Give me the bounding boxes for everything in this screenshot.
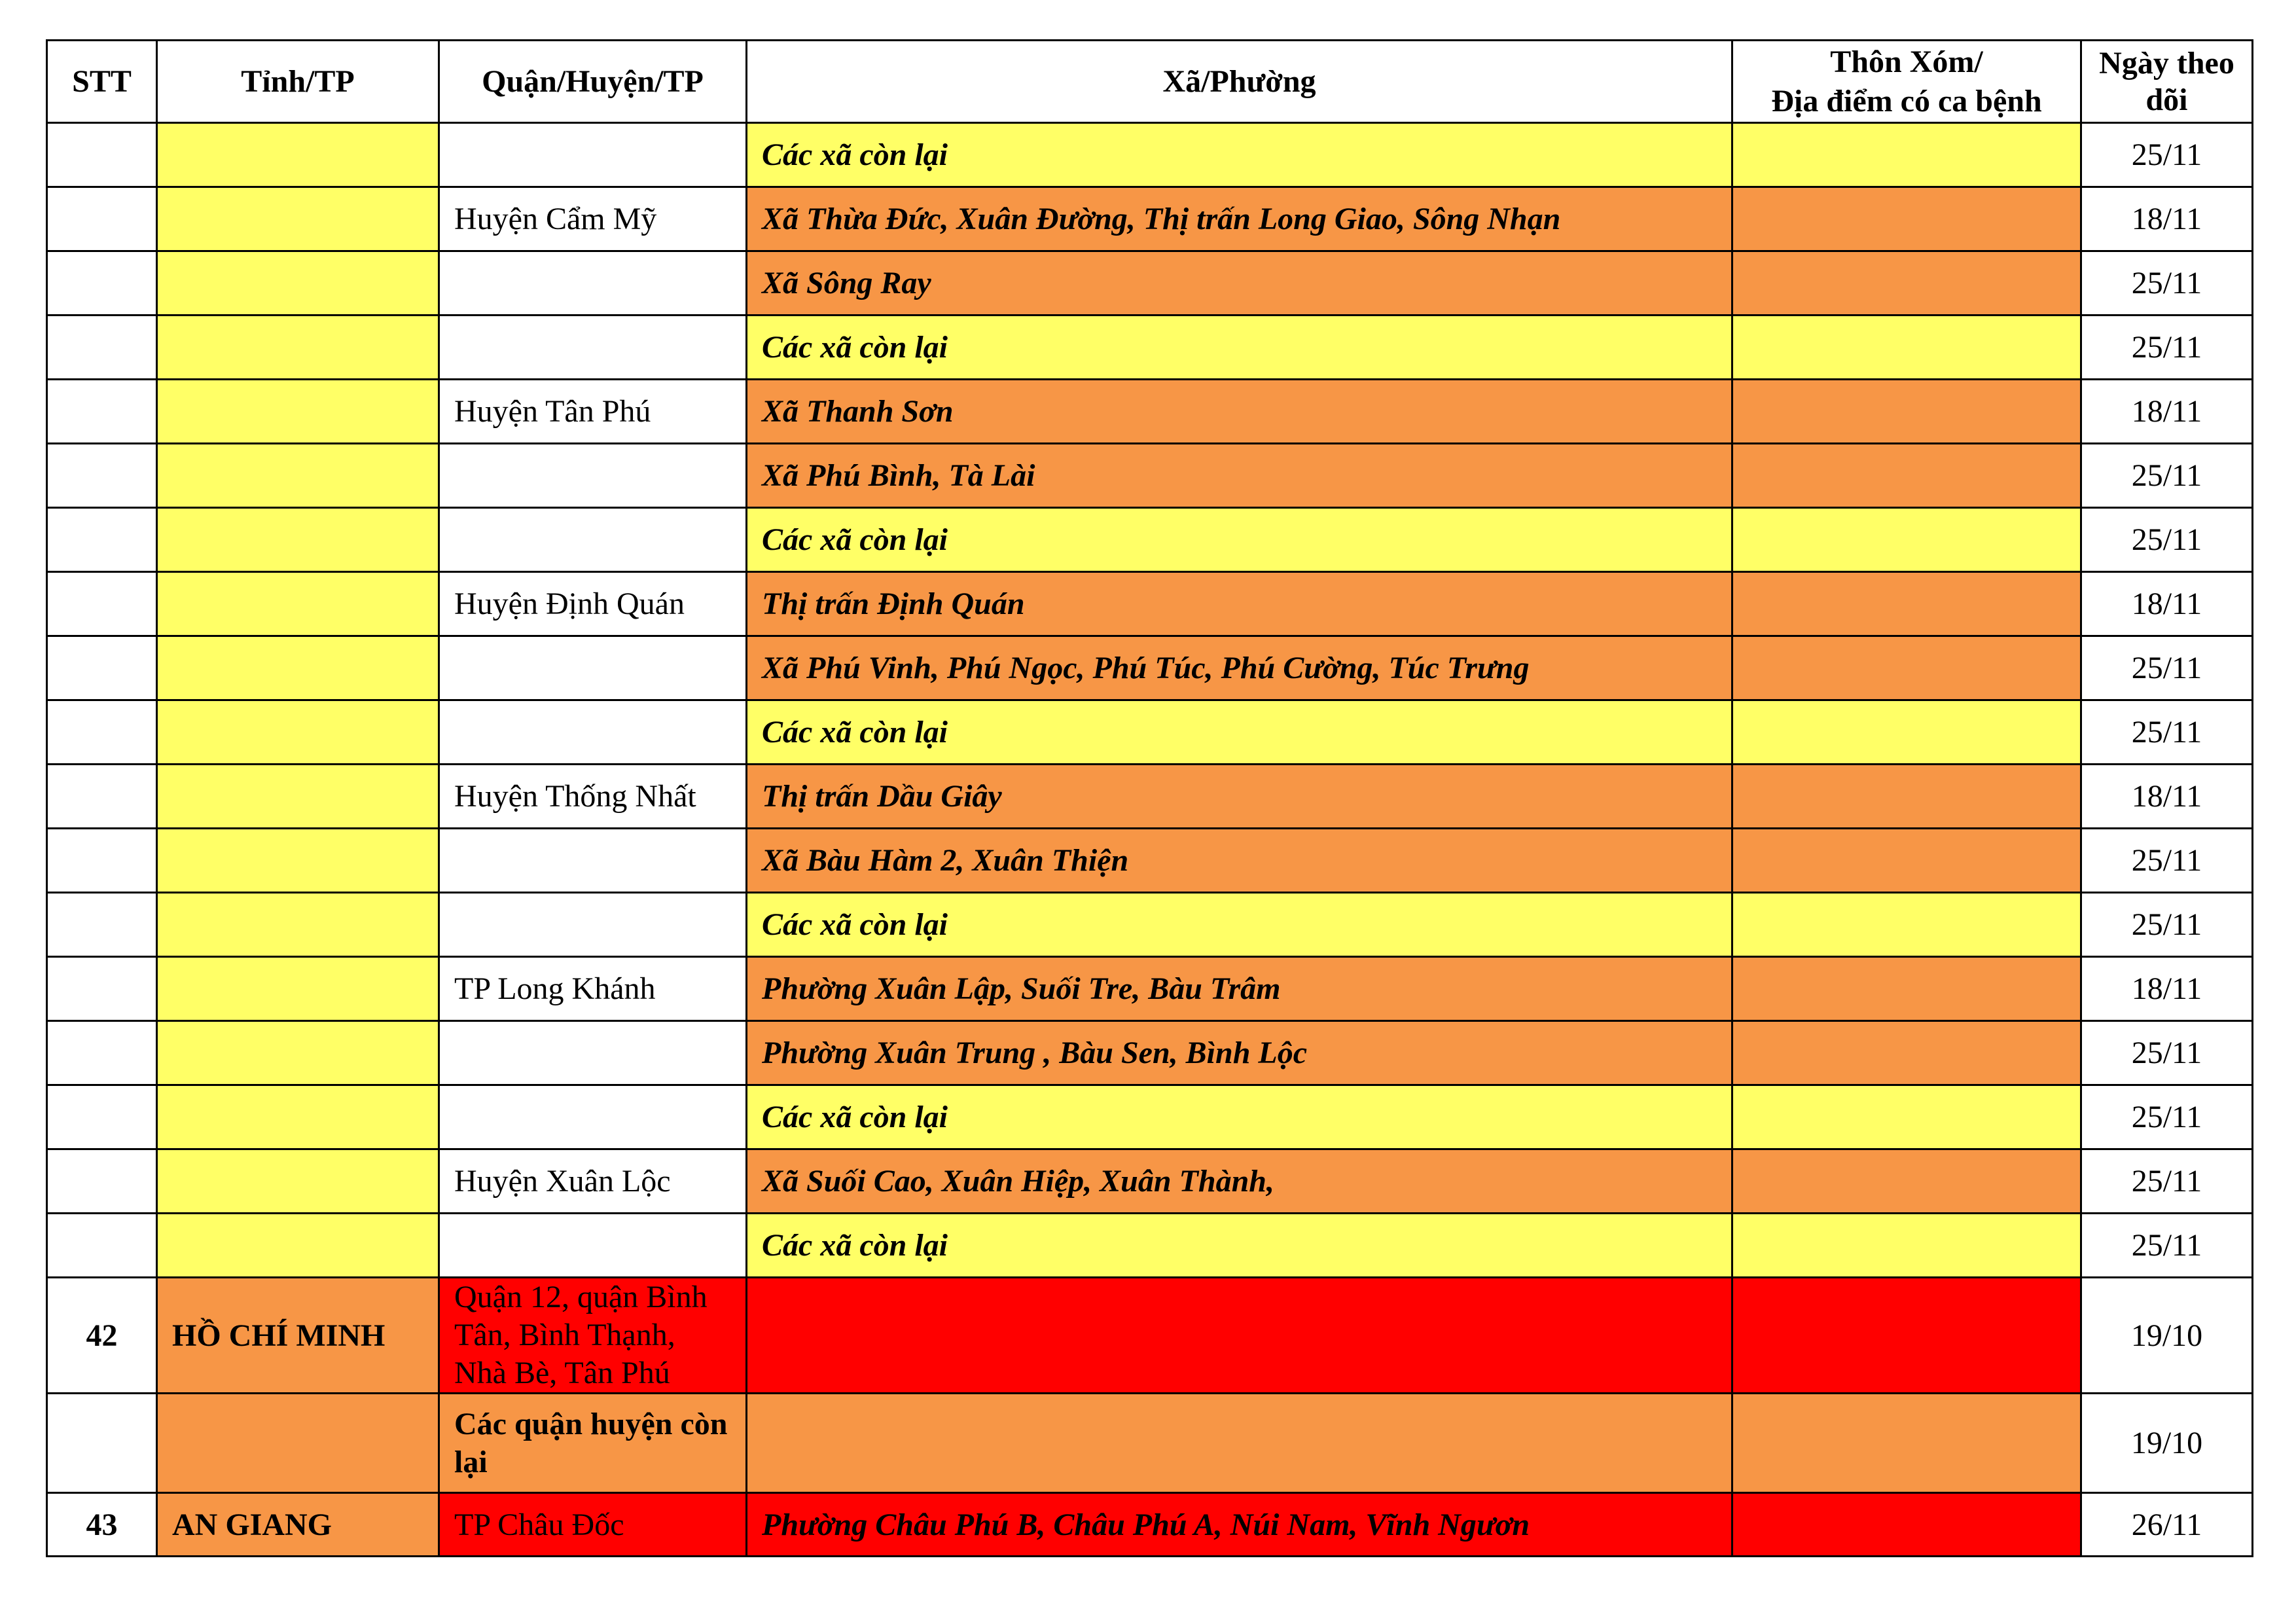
cell-date: 25/11 bbox=[2081, 1214, 2253, 1278]
cell-district: Quận 12, quận Bình Tân, Bình Thạnh, Nhà Bè, Tân Phú bbox=[439, 1278, 747, 1394]
table-row bbox=[47, 380, 2253, 444]
table-row bbox=[47, 1085, 2253, 1149]
table-row bbox=[47, 572, 2253, 636]
cell-stt bbox=[47, 1214, 157, 1278]
table-row bbox=[47, 1278, 2253, 1394]
cell-date: 25/11 bbox=[2081, 123, 2253, 187]
cell-district bbox=[439, 123, 747, 187]
table-row bbox=[47, 123, 2253, 187]
cell-stt bbox=[47, 380, 157, 444]
cell-province bbox=[157, 1394, 439, 1493]
header-stt: STT bbox=[47, 41, 157, 123]
cell-hamlet bbox=[1732, 893, 2081, 957]
cell-date: 25/11 bbox=[2081, 700, 2253, 765]
table-row bbox=[47, 1493, 2253, 1557]
cell-district bbox=[439, 1085, 747, 1149]
header-date bbox=[2081, 41, 2253, 123]
cell-province bbox=[157, 636, 439, 700]
table-row bbox=[47, 316, 2253, 380]
cell-date: 25/11 bbox=[2081, 1149, 2253, 1214]
cell-commune: Xã Suối Cao, Xuân Hiệp, Xuân Thành, bbox=[747, 1149, 1732, 1214]
cell-commune: Xã Thừa Đức, Xuân Đường, Thị trấn Long Giao, Sông Nhạn bbox=[747, 187, 1732, 251]
dong-nai-rows bbox=[47, 123, 2253, 1278]
cell-stt: 43 bbox=[47, 1493, 157, 1557]
header-province: Tỉnh/TP bbox=[157, 41, 439, 123]
header-district: Quận/Huyện/TP bbox=[439, 41, 747, 123]
cell-date: 25/11 bbox=[2081, 829, 2253, 893]
cell-hamlet bbox=[1732, 316, 2081, 380]
table-row bbox=[47, 765, 2253, 829]
cell-district bbox=[439, 893, 747, 957]
cell-stt bbox=[47, 444, 157, 508]
cell-commune bbox=[747, 1394, 1732, 1493]
cell-commune: Thị trấn Định Quán bbox=[747, 572, 1732, 636]
cell-date: 18/11 bbox=[2081, 187, 2253, 251]
cell-province bbox=[157, 316, 439, 380]
cell-hamlet bbox=[1732, 700, 2081, 765]
cell-commune: Các xã còn lại bbox=[747, 123, 1732, 187]
table-row bbox=[47, 1214, 2253, 1278]
cell-hamlet bbox=[1732, 1394, 2081, 1493]
header-date-line2: dõi bbox=[2145, 82, 2188, 117]
table-row bbox=[47, 829, 2253, 893]
cell-hamlet bbox=[1732, 1214, 2081, 1278]
cell-stt bbox=[47, 957, 157, 1021]
table-row bbox=[47, 1394, 2253, 1493]
cell-province bbox=[157, 1149, 439, 1214]
cell-district: Các quận huyện còn lại bbox=[439, 1394, 747, 1493]
cell-commune: Các xã còn lại bbox=[747, 508, 1732, 572]
cell-province bbox=[157, 380, 439, 444]
cell-hamlet bbox=[1732, 123, 2081, 187]
cell-commune: Các xã còn lại bbox=[747, 316, 1732, 380]
cell-commune: Xã Phú Bình, Tà Lài bbox=[747, 444, 1732, 508]
cell-commune bbox=[747, 1278, 1732, 1394]
cell-district: Huyện Xuân Lộc bbox=[439, 1149, 747, 1214]
cell-hamlet bbox=[1732, 1149, 2081, 1214]
cell-province bbox=[157, 700, 439, 765]
cell-hamlet bbox=[1732, 765, 2081, 829]
cell-province bbox=[157, 1214, 439, 1278]
cell-stt bbox=[47, 829, 157, 893]
table-row bbox=[47, 957, 2253, 1021]
header-hamlet-line2: Địa điểm có ca bệnh bbox=[1771, 83, 2042, 118]
cell-hamlet bbox=[1732, 1021, 2081, 1085]
cell-commune: Phường Châu Phú B, Châu Phú A, Núi Nam, Vĩnh Ngươn bbox=[747, 1493, 1732, 1557]
cell-district bbox=[439, 1214, 747, 1278]
cell-hamlet bbox=[1732, 572, 2081, 636]
cell-hamlet bbox=[1732, 187, 2081, 251]
cell-province bbox=[157, 251, 439, 316]
cell-date: 25/11 bbox=[2081, 893, 2253, 957]
cell-date: 18/11 bbox=[2081, 572, 2253, 636]
cell-stt bbox=[47, 508, 157, 572]
cell-commune: Phường Xuân Trung , Bàu Sen, Bình Lộc bbox=[747, 1021, 1732, 1085]
cell-stt bbox=[47, 1394, 157, 1493]
cell-province bbox=[157, 572, 439, 636]
cell-commune: Các xã còn lại bbox=[747, 1214, 1732, 1278]
cell-date: 25/11 bbox=[2081, 251, 2253, 316]
cell-hamlet bbox=[1732, 636, 2081, 700]
cell-stt bbox=[47, 1021, 157, 1085]
cell-stt bbox=[47, 123, 157, 187]
table-row bbox=[47, 1021, 2253, 1085]
table-row bbox=[47, 1149, 2253, 1214]
cell-province bbox=[157, 957, 439, 1021]
cell-district bbox=[439, 829, 747, 893]
cell-hamlet bbox=[1732, 1493, 2081, 1557]
cell-province bbox=[157, 508, 439, 572]
cell-hamlet bbox=[1732, 380, 2081, 444]
cell-hamlet bbox=[1732, 1278, 2081, 1394]
cell-stt: 42 bbox=[47, 1278, 157, 1394]
cell-stt bbox=[47, 893, 157, 957]
cell-province: HỒ CHÍ MINH bbox=[157, 1278, 439, 1394]
cell-date: 19/10 bbox=[2081, 1394, 2253, 1493]
cell-district: Huyện Tân Phú bbox=[439, 380, 747, 444]
cell-commune: Các xã còn lại bbox=[747, 700, 1732, 765]
cell-commune: Thị trấn Dầu Giây bbox=[747, 765, 1732, 829]
cell-province bbox=[157, 1085, 439, 1149]
header-row bbox=[47, 41, 2253, 123]
cell-date: 18/11 bbox=[2081, 380, 2253, 444]
cell-hamlet bbox=[1732, 444, 2081, 508]
cell-province bbox=[157, 444, 439, 508]
cell-hamlet bbox=[1732, 1085, 2081, 1149]
cell-province bbox=[157, 1021, 439, 1085]
cell-district: Huyện Định Quán bbox=[439, 572, 747, 636]
cell-date: 18/11 bbox=[2081, 765, 2253, 829]
header-date-line1: Ngày theo bbox=[2099, 45, 2234, 81]
cell-hamlet bbox=[1732, 251, 2081, 316]
header-hamlet bbox=[1732, 41, 2081, 123]
table-row bbox=[47, 636, 2253, 700]
cell-district bbox=[439, 1021, 747, 1085]
cell-district bbox=[439, 508, 747, 572]
cell-date: 25/11 bbox=[2081, 1085, 2253, 1149]
cell-hamlet bbox=[1732, 957, 2081, 1021]
cell-province bbox=[157, 123, 439, 187]
cell-date: 25/11 bbox=[2081, 636, 2253, 700]
cell-district: Huyện Thống Nhất bbox=[439, 765, 747, 829]
cell-commune: Xã Sông Ray bbox=[747, 251, 1732, 316]
cell-date: 26/11 bbox=[2081, 1493, 2253, 1557]
cell-district: TP Long Khánh bbox=[439, 957, 747, 1021]
cell-stt bbox=[47, 316, 157, 380]
cell-province bbox=[157, 765, 439, 829]
cell-commune: Các xã còn lại bbox=[747, 1085, 1732, 1149]
cell-district: Huyện Cẩm Mỹ bbox=[439, 187, 747, 251]
cell-province bbox=[157, 893, 439, 957]
cell-province bbox=[157, 187, 439, 251]
cell-commune: Xã Thanh Sơn bbox=[747, 380, 1732, 444]
covid-risk-table bbox=[46, 39, 2253, 1557]
cell-district bbox=[439, 251, 747, 316]
cell-stt bbox=[47, 636, 157, 700]
header-commune: Xã/Phường bbox=[747, 41, 1732, 123]
cell-district: TP Châu Đốc bbox=[439, 1493, 747, 1557]
cell-stt bbox=[47, 187, 157, 251]
table-row bbox=[47, 893, 2253, 957]
table-row bbox=[47, 187, 2253, 251]
table-row bbox=[47, 508, 2253, 572]
table-row bbox=[47, 444, 2253, 508]
cell-date: 25/11 bbox=[2081, 316, 2253, 380]
cell-commune: Phường Xuân Lập, Suối Tre, Bàu Trâm bbox=[747, 957, 1732, 1021]
cell-district bbox=[439, 316, 747, 380]
cell-commune: Xã Bàu Hàm 2, Xuân Thiện bbox=[747, 829, 1732, 893]
cell-hamlet bbox=[1732, 508, 2081, 572]
cell-date: 25/11 bbox=[2081, 444, 2253, 508]
cell-district bbox=[439, 444, 747, 508]
cell-stt bbox=[47, 765, 157, 829]
cell-district bbox=[439, 636, 747, 700]
cell-commune: Xã Phú Vinh, Phú Ngọc, Phú Túc, Phú Cường, Túc Trưng bbox=[747, 636, 1732, 700]
cell-stt bbox=[47, 251, 157, 316]
header-hamlet-line1: Thôn Xóm/ bbox=[1830, 44, 1983, 79]
cell-date: 18/11 bbox=[2081, 957, 2253, 1021]
cell-stt bbox=[47, 1149, 157, 1214]
cell-province bbox=[157, 829, 439, 893]
cell-date: 25/11 bbox=[2081, 508, 2253, 572]
cell-date: 25/11 bbox=[2081, 1021, 2253, 1085]
table-row bbox=[47, 700, 2253, 765]
cell-stt bbox=[47, 572, 157, 636]
table-row bbox=[47, 251, 2253, 316]
cell-hamlet bbox=[1732, 829, 2081, 893]
cell-stt bbox=[47, 1085, 157, 1149]
cell-commune: Các xã còn lại bbox=[747, 893, 1732, 957]
cell-date: 19/10 bbox=[2081, 1278, 2253, 1394]
cell-stt bbox=[47, 700, 157, 765]
cell-district bbox=[439, 700, 747, 765]
other-province-rows bbox=[47, 1278, 2253, 1557]
cell-province: AN GIANG bbox=[157, 1493, 439, 1557]
